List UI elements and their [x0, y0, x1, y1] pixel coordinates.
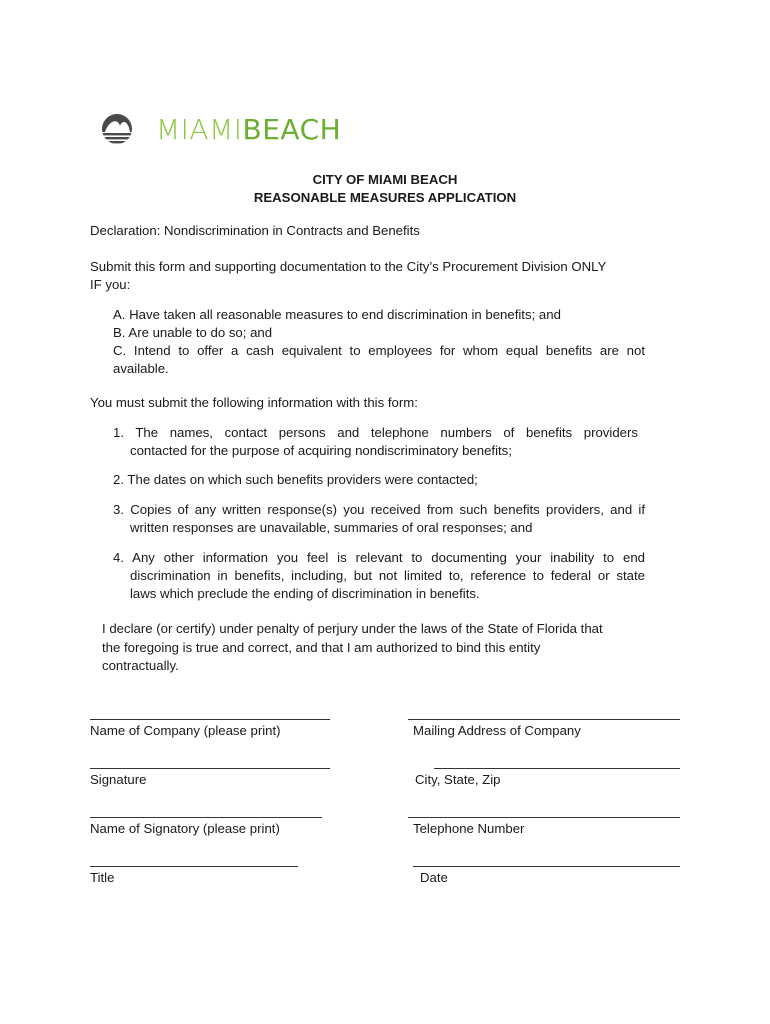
- miami-beach-sun-logo-icon: [100, 112, 134, 150]
- logo-wordmark: [156, 112, 341, 148]
- perjury-declaration: [102, 620, 642, 676]
- declaration-line-3: contractually.: [102, 658, 179, 673]
- requirement-2-line-1: 2. The dates on which such benefits providers were contacted;: [113, 472, 478, 487]
- requirement-3-line-2: written responses are unavailable, summaries of oral responses; and: [130, 520, 533, 535]
- signatory-name-label: Name of Signatory (please print): [90, 821, 280, 836]
- title-line-1: CITY OF MIAMI BEACH: [312, 172, 458, 187]
- logo-text-miami: MIAMI: [156, 113, 243, 146]
- date-label: Date: [420, 870, 448, 885]
- document-title: [0, 171, 770, 207]
- mailing-address-label: Mailing Address of Company: [413, 723, 581, 738]
- conditions-list: [113, 306, 645, 378]
- requirement-4-line-1: 4. Any other information you feel is relevant to documenting your inability to end: [113, 550, 645, 565]
- telephone-line[interactable]: [408, 817, 680, 818]
- requirement-4-line-3: laws which preclude the ending of discrimination in benefits.: [130, 586, 480, 601]
- title-line-2: REASONABLE MEASURES APPLICATION: [253, 190, 517, 205]
- intro-line-1: Submit this form and supporting documentation to the City’s Procurement Division ONLY: [90, 259, 607, 274]
- telephone-label: Telephone Number: [413, 821, 525, 836]
- requirement-3: [113, 501, 645, 537]
- title-label: Title: [90, 870, 115, 885]
- declaration-line-1: I declare (or certify) under penalty of perjury under the laws of the State of Florida that: [102, 621, 603, 636]
- condition-c-line-2: available.: [113, 361, 169, 376]
- signature-label: Signature: [90, 772, 147, 787]
- declaration-line-2: the foregoing is true and correct, and that I am authorized to bind this entity: [102, 639, 541, 655]
- requirement-4-line-2: discrimination in benefits, including, but not limited to, reference to federal or state: [130, 568, 645, 583]
- miami-beach-logo: [100, 112, 360, 152]
- city-state-zip-line[interactable]: [434, 768, 680, 769]
- logo-text-beach: BEACH: [242, 113, 342, 146]
- intro-line-2: IF you:: [90, 277, 131, 292]
- requirements-heading: You must submit the following information with this form:: [90, 395, 418, 410]
- requirement-1: [113, 424, 638, 460]
- requirement-2: [113, 471, 645, 489]
- requirement-1-line-1: 1. The names, contact persons and telephone numbers of benefits providers: [113, 425, 638, 440]
- title-line[interactable]: [90, 866, 298, 867]
- mailing-address-line[interactable]: [408, 719, 680, 720]
- date-line[interactable]: [413, 866, 680, 867]
- condition-b: B. Are unable to do so; and: [113, 325, 273, 340]
- company-name-label: Name of Company (please print): [90, 723, 281, 738]
- signature-line[interactable]: [90, 768, 330, 769]
- company-name-line[interactable]: [90, 719, 330, 720]
- declaration-heading: Declaration: Nondiscrimination in Contracts and Benefits: [90, 223, 420, 238]
- intro-paragraph: [90, 258, 650, 294]
- city-state-zip-label: City, State, Zip: [415, 772, 501, 787]
- signatory-name-line[interactable]: [90, 817, 322, 818]
- condition-a: A. Have taken all reasonable measures to end discrimination in benefits; and: [113, 307, 561, 322]
- requirement-4: [113, 549, 645, 603]
- requirement-3-line-1: 3. Copies of any written response(s) you received from such benefits providers, and if: [113, 502, 645, 517]
- requirement-1-line-2: contacted for the purpose of acquiring nondiscriminatory benefits;: [130, 443, 512, 458]
- condition-c-line-1: C. Intend to offer a cash equivalent to employees for whom equal benefits are not: [113, 343, 645, 358]
